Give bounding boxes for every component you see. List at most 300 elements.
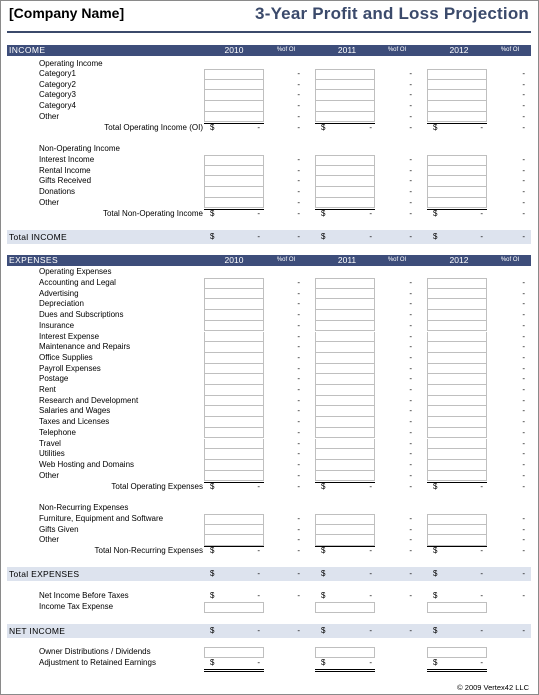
expense-item [7, 428, 531, 439]
pct-value: - [522, 395, 525, 405]
currency-symbol: $ [433, 232, 438, 241]
currency-symbol: $ [210, 658, 215, 667]
copyright: © 2009 Vertex42 LLC [457, 683, 529, 692]
value-input[interactable] [204, 278, 264, 289]
nonrec-expenses-header [7, 503, 531, 514]
amount-value: - [480, 658, 483, 667]
pct-value: - [409, 176, 412, 186]
pct-value: - [297, 79, 300, 89]
value-input[interactable] [427, 332, 487, 343]
value-input[interactable] [427, 69, 487, 80]
pct-value: - [409, 197, 412, 207]
pct-value: - [409, 438, 412, 448]
amount-value: - [257, 481, 260, 491]
expense-item [7, 332, 531, 343]
income-item-label: Category1 [39, 69, 76, 78]
pct-value: - [297, 514, 300, 523]
expense-item [7, 396, 531, 407]
pct-value: - [522, 122, 525, 132]
pct-header: %of OI [387, 47, 407, 53]
value-input[interactable] [315, 353, 375, 364]
net-income [7, 624, 531, 638]
pct-value: - [522, 232, 525, 241]
pct-value: - [522, 385, 525, 394]
pct-value: - [522, 101, 525, 111]
value-input[interactable] [427, 647, 487, 658]
pct-value: - [409, 165, 412, 175]
expense-item-label: Travel [39, 438, 61, 448]
value-input[interactable] [427, 101, 487, 112]
value-input[interactable] [427, 112, 487, 123]
pct-value: - [297, 288, 300, 298]
value-input[interactable] [315, 310, 375, 321]
value-input[interactable] [427, 428, 487, 439]
pct-value: - [522, 625, 525, 635]
value-input[interactable] [204, 321, 264, 332]
amount-value: - [257, 546, 260, 555]
nonop-income-item [7, 198, 531, 209]
owner-distributions [7, 647, 531, 658]
expense-item [7, 310, 531, 321]
pct-value: - [297, 459, 300, 469]
pct-value: - [297, 395, 300, 405]
value-input[interactable] [204, 289, 264, 300]
expense-item [7, 364, 531, 375]
value-input[interactable] [315, 374, 375, 385]
value-input[interactable] [204, 514, 264, 525]
pct-value: - [409, 320, 412, 330]
value-input[interactable] [204, 406, 264, 417]
pct-value: - [522, 514, 525, 523]
nonop-income-item-label: Other [39, 197, 60, 207]
owner-distributions-label: Owner Distributions / Dividends [39, 647, 151, 656]
pct-value: - [297, 69, 300, 78]
amount-value: - [369, 590, 372, 600]
amount-value: - [480, 625, 483, 635]
pct-value: - [522, 69, 525, 78]
currency-symbol: $ [433, 658, 438, 667]
value-input[interactable] [427, 460, 487, 471]
currency-symbol: $ [321, 208, 326, 218]
expense-item-label: Web Hosting and Domains [39, 459, 135, 469]
nonrec-expense-item [7, 535, 531, 546]
pct-value: - [297, 481, 300, 491]
pct-value: - [522, 208, 525, 218]
expense-item [7, 417, 531, 428]
expense-item-label: Payroll Expenses [39, 363, 101, 373]
total-nonop-income-label: Total Non-Operating Income [102, 208, 203, 218]
value-input[interactable] [427, 439, 487, 450]
value-input[interactable] [315, 342, 375, 353]
currency-symbol: $ [321, 232, 326, 241]
value-input[interactable] [204, 80, 264, 91]
nonop-income-item [7, 176, 531, 187]
pct-value: - [297, 208, 300, 218]
value-input[interactable] [315, 69, 375, 80]
adjustment-retained-earnings [7, 658, 531, 669]
amount-value: - [257, 625, 260, 635]
pct-value: - [409, 342, 412, 352]
amount-value: - [480, 122, 483, 132]
value-input[interactable] [204, 353, 264, 364]
pct-value: - [522, 79, 525, 89]
nonop-income-item-label: Donations [39, 187, 76, 197]
value-input[interactable] [204, 187, 264, 198]
value-input[interactable] [204, 449, 264, 460]
value-input[interactable] [204, 90, 264, 101]
pct-value: - [409, 569, 412, 578]
value-input[interactable] [427, 90, 487, 101]
expense-item-label: Research and Development [39, 395, 139, 405]
pct-value: - [522, 417, 525, 427]
total-nonop-income [7, 209, 531, 220]
pct-value: - [297, 299, 300, 309]
value-input[interactable] [315, 299, 375, 310]
pct-value: - [297, 165, 300, 175]
income-item [7, 90, 531, 101]
expense-item [7, 321, 531, 332]
value-input[interactable] [204, 439, 264, 450]
pct-value: - [522, 449, 525, 459]
value-input[interactable] [315, 278, 375, 289]
value-input[interactable] [204, 198, 264, 209]
value-input[interactable] [315, 80, 375, 91]
value-input[interactable] [204, 647, 264, 658]
value-input[interactable] [204, 101, 264, 112]
currency-symbol: $ [210, 590, 215, 600]
amount-value: - [369, 232, 372, 241]
value-input[interactable] [315, 396, 375, 407]
value-input[interactable] [204, 310, 264, 321]
value-input[interactable] [315, 449, 375, 460]
double-underline [427, 669, 487, 672]
value-input[interactable] [315, 471, 375, 482]
pct-value: - [297, 342, 300, 352]
amount-value: - [369, 122, 372, 132]
value-input[interactable] [204, 602, 264, 613]
value-input[interactable] [315, 535, 375, 546]
value-input[interactable] [204, 417, 264, 428]
expense-item [7, 439, 531, 450]
pct-value: - [409, 122, 412, 132]
value-input[interactable] [204, 460, 264, 471]
pct-header: %of OI [387, 257, 407, 263]
pct-value: - [522, 352, 525, 362]
value-input[interactable] [427, 278, 487, 289]
nonop-income-item [7, 166, 531, 177]
value-input[interactable] [315, 417, 375, 428]
currency-symbol: $ [210, 208, 215, 218]
page-title: 3-Year Profit and Loss Projection [255, 4, 529, 23]
expense-item [7, 385, 531, 396]
pct-value: - [409, 395, 412, 405]
expense-item [7, 353, 531, 364]
income-item [7, 80, 531, 91]
value-input[interactable] [204, 176, 264, 187]
value-input[interactable] [427, 514, 487, 525]
amount-value: - [480, 481, 483, 491]
currency-symbol: $ [433, 122, 438, 132]
pct-value: - [409, 111, 412, 121]
pct-value: - [522, 470, 525, 480]
expense-item-label: Rent [39, 385, 56, 394]
pct-value: - [522, 310, 525, 320]
value-input[interactable] [427, 364, 487, 375]
currency-symbol: $ [210, 569, 215, 578]
value-input[interactable] [204, 396, 264, 407]
pct-value: - [297, 176, 300, 186]
pct-value: - [297, 470, 300, 480]
pct-header: %of OI [276, 257, 296, 263]
pct-value: - [297, 374, 300, 384]
total-expenses [7, 567, 531, 581]
expense-item-label: Accounting and Legal [39, 278, 116, 287]
expense-item-label: Maintenance and Repairs [39, 342, 131, 352]
income-item-label: Category3 [39, 90, 76, 100]
value-input[interactable] [427, 198, 487, 209]
pct-value: - [522, 331, 525, 341]
expense-item [7, 471, 531, 482]
amount-value: - [480, 232, 483, 241]
pct-value: - [297, 122, 300, 132]
amount-value: - [480, 590, 483, 600]
expense-item-label: Insurance [39, 320, 75, 330]
value-input[interactable] [427, 299, 487, 310]
nonrec-expense-item-label: Furniture, Equipment and Software [39, 514, 164, 523]
pct-value: - [297, 427, 300, 437]
pct-value: - [297, 101, 300, 111]
net-income-label: NET INCOME [9, 625, 66, 636]
value-input[interactable] [204, 332, 264, 343]
pct-value: - [522, 288, 525, 298]
value-input[interactable] [427, 471, 487, 482]
value-input[interactable] [315, 321, 375, 332]
value-input[interactable] [427, 342, 487, 353]
value-input[interactable] [204, 69, 264, 80]
value-input[interactable] [315, 155, 375, 166]
value-input[interactable] [204, 166, 264, 177]
pct-value: - [409, 278, 412, 287]
pct-value: - [297, 197, 300, 207]
value-input[interactable] [204, 471, 264, 482]
currency-symbol: $ [321, 625, 326, 635]
nonop-income-item [7, 187, 531, 198]
pct-value: - [409, 535, 412, 545]
value-input[interactable] [315, 90, 375, 101]
net-income-before-taxes [7, 591, 531, 602]
total-operating-expenses-label: Total Operating Expenses [111, 481, 203, 491]
pct-value: - [522, 278, 525, 287]
expense-item [7, 406, 531, 417]
nonop-income-item-label: Gifts Received [39, 176, 92, 186]
value-input[interactable] [427, 535, 487, 546]
pct-value: - [522, 187, 525, 197]
total-operating-income-label: Total Operating Income (OI) [104, 122, 203, 132]
pct-value: - [522, 406, 525, 416]
value-input[interactable] [204, 525, 264, 536]
pct-value: - [409, 459, 412, 469]
total-nonrec-expenses [7, 546, 531, 557]
expense-item-label: Office Supplies [39, 352, 93, 362]
value-input[interactable] [204, 112, 264, 123]
value-input[interactable] [315, 166, 375, 177]
value-input[interactable] [315, 289, 375, 300]
value-input[interactable] [315, 385, 375, 396]
value-input[interactable] [315, 406, 375, 417]
value-input[interactable] [427, 406, 487, 417]
value-input[interactable] [315, 525, 375, 536]
pct-value: - [297, 417, 300, 427]
value-input[interactable] [427, 321, 487, 332]
total-income [7, 230, 531, 244]
pct-value: - [522, 481, 525, 491]
operating-expenses-header-label: Operating Expenses [39, 267, 112, 276]
pct-value: - [409, 514, 412, 523]
value-input[interactable] [204, 385, 264, 396]
pct-value: - [297, 590, 300, 600]
income-item-label: Other [39, 111, 60, 121]
value-input[interactable] [427, 602, 487, 613]
expense-item-label: Advertising [39, 288, 79, 298]
value-input[interactable] [204, 374, 264, 385]
pct-value: - [409, 524, 412, 534]
pct-value: - [297, 438, 300, 448]
value-input[interactable] [315, 187, 375, 198]
pct-value: - [522, 197, 525, 207]
value-input[interactable] [315, 460, 375, 471]
currency-symbol: $ [210, 122, 215, 132]
value-input[interactable] [315, 112, 375, 123]
value-input[interactable] [427, 353, 487, 364]
value-input[interactable] [427, 385, 487, 396]
company-name[interactable]: [Company Name] [9, 5, 125, 21]
value-input[interactable] [204, 299, 264, 310]
pct-value: - [297, 331, 300, 341]
value-input[interactable] [204, 428, 264, 439]
income-item-label: Category4 [39, 101, 76, 111]
pct-value: - [297, 352, 300, 362]
pct-value: - [297, 232, 300, 241]
amount-value: - [257, 208, 260, 218]
currency-symbol: $ [433, 569, 438, 578]
value-input[interactable] [315, 428, 375, 439]
value-input[interactable] [204, 155, 264, 166]
expense-item-label: Other [39, 470, 60, 480]
double-underline [315, 669, 375, 672]
total-nonrec-expenses-label: Total Non-Recurring Expenses [94, 546, 203, 555]
pct-value: - [522, 374, 525, 384]
pct-value: - [409, 363, 412, 373]
value-input[interactable] [315, 602, 375, 613]
currency-symbol: $ [433, 590, 438, 600]
pct-value: - [522, 176, 525, 186]
total-operating-expenses [7, 482, 531, 493]
value-input[interactable] [427, 166, 487, 177]
expense-item-label: Salaries and Wages [39, 406, 111, 416]
income-band [7, 45, 531, 56]
expense-item [7, 449, 531, 460]
total-income-label: Total INCOME [9, 232, 67, 242]
currency-symbol: $ [321, 569, 326, 578]
value-input[interactable] [315, 364, 375, 375]
title-rule [7, 31, 531, 33]
pct-value: - [409, 427, 412, 437]
value-input[interactable] [427, 396, 487, 407]
nonrec-expense-item [7, 525, 531, 536]
value-input[interactable] [427, 289, 487, 300]
expense-item-label: Telephone [39, 427, 76, 437]
pct-value: - [297, 320, 300, 330]
nonop-income-header-label: Non-Operating Income [39, 144, 120, 153]
pct-value: - [522, 299, 525, 309]
value-input[interactable] [427, 176, 487, 187]
value-input[interactable] [204, 342, 264, 353]
expenses-band [7, 255, 531, 266]
total-operating-income [7, 123, 531, 134]
value-input[interactable] [315, 332, 375, 343]
value-input[interactable] [315, 198, 375, 209]
pct-value: - [297, 546, 300, 555]
value-input[interactable] [427, 80, 487, 91]
nonrec-expense-item [7, 514, 531, 525]
value-input[interactable] [427, 417, 487, 428]
value-input[interactable] [204, 364, 264, 375]
currency-symbol: $ [433, 208, 438, 218]
expense-item [7, 342, 531, 353]
nonop-income-item-label: Rental Income [39, 165, 91, 175]
pct-value: - [297, 155, 300, 164]
pct-value: - [409, 155, 412, 164]
pct-value: - [522, 155, 525, 164]
value-input[interactable] [427, 525, 487, 536]
pct-value: - [297, 187, 300, 197]
pct-value: - [522, 342, 525, 352]
expense-item-label: Depreciation [39, 299, 84, 309]
value-input[interactable] [427, 310, 487, 321]
value-input[interactable] [427, 374, 487, 385]
pct-value: - [522, 546, 525, 555]
pct-value: - [297, 406, 300, 416]
expense-item [7, 374, 531, 385]
value-input[interactable] [427, 155, 487, 166]
value-input[interactable] [315, 647, 375, 658]
amount-value: - [257, 658, 260, 667]
value-input[interactable] [315, 101, 375, 112]
value-input[interactable] [315, 176, 375, 187]
pct-value: - [297, 625, 300, 635]
pct-value: - [297, 363, 300, 373]
pct-value: - [409, 208, 412, 218]
pct-value: - [409, 187, 412, 197]
value-input[interactable] [427, 449, 487, 460]
value-input[interactable] [315, 439, 375, 450]
pct-value: - [409, 288, 412, 298]
income-band-label: INCOME [9, 45, 46, 55]
value-input[interactable] [427, 187, 487, 198]
pct-header: %of OI [500, 257, 520, 263]
expense-item [7, 460, 531, 471]
pct-value: - [409, 79, 412, 89]
income-item [7, 69, 531, 80]
adjustment-retained-earnings-label: Adjustment to Retained Earnings [39, 658, 156, 667]
amount-value: - [369, 658, 372, 667]
value-input[interactable] [315, 514, 375, 525]
value-input[interactable] [204, 535, 264, 546]
double-underline [204, 669, 264, 672]
income-tax-expense [7, 602, 531, 613]
currency-symbol: $ [210, 625, 215, 635]
pct-value: - [297, 535, 300, 545]
